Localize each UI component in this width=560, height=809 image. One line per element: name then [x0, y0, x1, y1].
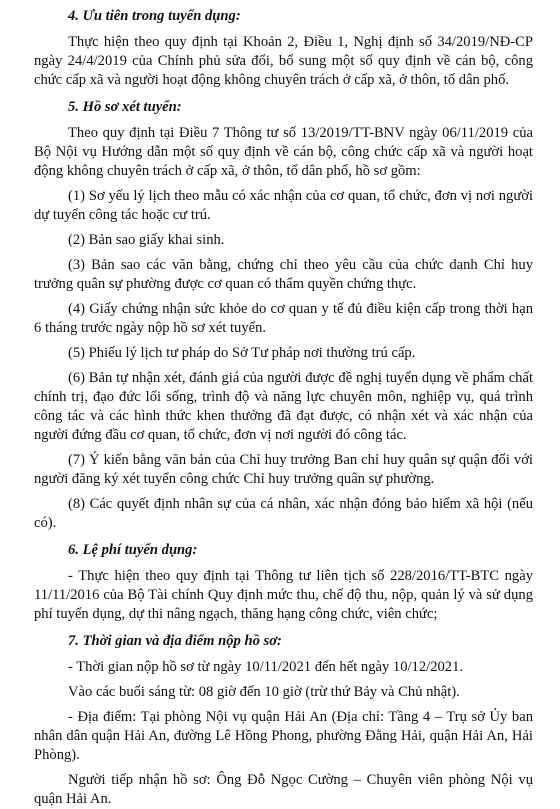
dossier-item-5: (5) Phiếu lý lịch tư pháp do Sở Tư pháp nơi thường trú cấp. — [68, 345, 416, 361]
submission-location: - Địa điểm: Tại phòng Nội vụ quận Hải An (Địa chỉ: Tầng 4 – Trụ sở Ủy ban nhân dân quận Hải An, đường Lê Hồng Phong, phường Đằng Hải, quận Hải An, Hải Phòng). — [34, 709, 533, 763]
section-priority — [34, 7, 533, 90]
dossier-item-2: (2) Bản sao giấy khai sinh. — [68, 232, 225, 248]
section-application-dossier — [34, 98, 533, 533]
section-heading-priority: 4. Ưu tiên trong tuyển dụng: — [68, 8, 241, 24]
dossier-item-6: (6) Bản tự nhận xét, đánh giá của người được đề nghị tuyển dụng về phẩm chất chính trị, đạo đức lối sống, trình độ và năng lực chuyên môn, nghiệp vụ, quá trình công tác và các hình thức khen thưởng đã đạt được, có nhận xét và xác nhận của người đứng đầu cơ quan, tổ chức, đơn vị nơi người đó công tác. — [34, 370, 533, 443]
section-time-and-place — [34, 632, 533, 809]
dossier-item-4: (4) Giấy chứng nhận sức khỏe do cơ quan y tế đủ điều kiện cấp trong thời hạn 6 tháng trước ngày nộp hồ sơ xét tuyển. — [34, 301, 533, 336]
section-heading-recruitment-fee: 6. Lệ phí tuyển dụng: — [68, 542, 198, 558]
submission-hours: Vào các buổi sáng từ: 08 giờ đến 10 giờ (trừ thứ Bảy và Chủ nhật). — [68, 684, 460, 700]
section-heading-application-dossier: 5. Hồ sơ xét tuyển: — [68, 99, 182, 115]
submission-period: - Thời gian nộp hồ sơ từ ngày 10/11/2021 đến hết ngày 10/12/2021. — [68, 659, 464, 675]
dossier-item-7: (7) Ý kiến bằng văn bản của Chỉ huy trưởng Ban chỉ huy quân sự quận đối với người đăng ký xét tuyển công chức Chỉ huy trưởng quân sự phường. — [34, 452, 533, 487]
dossier-intro-paragraph: Theo quy định tại Điều 7 Thông tư số 13/2019/TT-BNV ngày 06/11/2019 của Bộ Nội vụ Hướng dẫn một số quy định về cán bộ, công chức cấp xã và người hoạt động không chuyên trách ở cấp xã, ở thôn, tổ dân phố, hồ sơ gồm: — [34, 125, 533, 179]
priority-paragraph: Thực hiện theo quy định tại Khoản 2, Điều 1, Nghị định số 34/2019/NĐ-CP ngày 24/4/2019 của Chính phủ sửa đổi, bổ sung một số quy định về cán bộ, công chức cấp xã và người hoạt động không chuyên trách ở cấp xã, ở thôn, tổ dân phố. — [34, 34, 533, 88]
section-heading-time-and-place: 7. Thời gian và địa điểm nộp hồ sơ: — [68, 633, 282, 649]
dossier-item-8: (8) Các quyết định nhân sự của cá nhân, xác nhận đóng bảo hiểm xã hội (nếu có). — [34, 496, 533, 531]
section-recruitment-fee — [34, 541, 533, 624]
dossier-receiver: Người tiếp nhận hồ sơ: Ông Đỗ Ngọc Cường – Chuyên viên phòng Nội vụ quận Hải An. — [34, 772, 533, 807]
dossier-item-1: (1) Sơ yếu lý lịch theo mẫu có xác nhận của cơ quan, tổ chức, đơn vị nơi người dự tuyển công tác hoặc cư trú. — [34, 188, 533, 223]
fee-paragraph: - Thực hiện theo quy định tại Thông tư liên tịch số 228/2016/TT-BTC ngày 11/11/2016 của Bộ Tài chính Quy định mức thu, chế độ thu, nộp, quản lý và sử dụng phí tuyển dụng, dự thi nâng ngạch, thăng hạng công chức, viên chức; — [34, 568, 533, 622]
dossier-item-3: (3) Bản sao các văn bằng, chứng chỉ theo yêu cầu của chức danh Chỉ huy trưởng quân sự phường được cơ quan có thẩm quyền chứng thực. — [34, 257, 533, 292]
